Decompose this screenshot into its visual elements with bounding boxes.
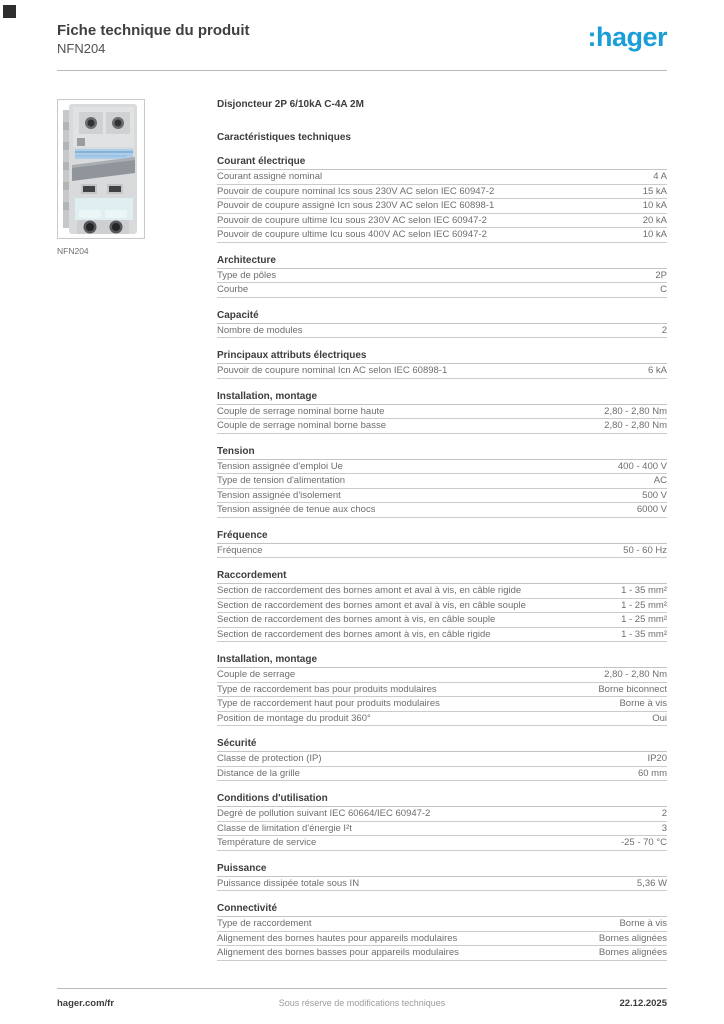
spec-group <box>217 530 667 559</box>
spec-label: Type de pôles <box>217 269 277 281</box>
spec-group-title: Conditions d'utilisation <box>217 793 667 807</box>
spec-value: 6000 V <box>636 504 667 516</box>
spec-value: Bornes alignées <box>598 932 667 944</box>
spec-row <box>217 228 667 243</box>
footer-content <box>57 998 667 1009</box>
product-image-caption: NFN204 <box>57 246 89 256</box>
spec-value: 1 - 25 mm² <box>621 614 667 626</box>
spec-label: Degré de pollution suivant IEC 60664/IEC 60947-2 <box>217 808 431 820</box>
spec-value: AC <box>653 475 667 487</box>
spec-label: Nombre de modules <box>217 324 303 336</box>
spec-row <box>217 697 667 712</box>
spec-group <box>217 863 667 892</box>
spec-row <box>217 214 667 229</box>
spec-group <box>217 738 667 781</box>
spec-value: 10 kA <box>642 229 667 241</box>
spec-value: -25 - 70 °C <box>620 837 667 849</box>
spec-row <box>217 269 667 284</box>
spec-label: Alignement des bornes hautes pour appareils modulaires <box>217 932 458 944</box>
spec-row <box>217 474 667 489</box>
spec-value: 1 - 25 mm² <box>621 599 667 611</box>
spec-row <box>217 946 667 961</box>
spec-row <box>217 544 667 559</box>
spec-row <box>217 917 667 932</box>
spec-group-title: Raccordement <box>217 570 667 584</box>
spec-value: Oui <box>652 712 667 724</box>
spec-label: Couple de serrage nominal borne haute <box>217 405 385 417</box>
spec-group <box>217 310 667 339</box>
spec-value: 6 kA <box>647 365 667 377</box>
spec-group-title: Capacité <box>217 310 667 324</box>
spec-value: Borne à vis <box>619 918 667 930</box>
spec-row <box>217 584 667 599</box>
spec-row <box>217 460 667 475</box>
spec-value: 2P <box>655 269 667 281</box>
spec-value: 3 <box>661 822 667 834</box>
product-reference: NFN204 <box>57 41 106 56</box>
spec-value: 20 kA <box>642 214 667 226</box>
spec-group-title: Principaux attributs électriques <box>217 350 667 364</box>
spec-label: Section de raccordement des bornes amont et aval à vis, en câble souple <box>217 599 526 611</box>
product-image-frame <box>57 99 145 239</box>
spec-value: IP20 <box>647 753 667 765</box>
spec-group <box>217 903 667 961</box>
spec-group <box>217 654 667 726</box>
spec-group-title: Sécurité <box>217 738 667 752</box>
content-area <box>0 99 724 961</box>
spec-label: Tension assignée d'isolement <box>217 489 341 501</box>
spec-label: Type de tension d'alimentation <box>217 475 346 487</box>
spec-row <box>217 822 667 837</box>
spec-value: 500 V <box>642 489 667 501</box>
footer-disclaimer: Sous réserve de modifications techniques <box>278 998 446 1008</box>
specifications-column <box>217 99 667 961</box>
spec-value: 2,80 - 2,80 Nm <box>604 420 667 432</box>
spec-value: 1 - 35 mm² <box>621 585 667 597</box>
spec-row <box>217 599 667 614</box>
spec-label: Alignement des bornes basses pour appareils modulaires <box>217 947 459 959</box>
document-title: Fiche technique du produit <box>57 22 250 39</box>
spec-group-title: Puissance <box>217 863 667 877</box>
footer-website-link[interactable]: hager.com/fr <box>57 998 115 1009</box>
spec-value: 2 <box>661 808 667 820</box>
spec-row <box>217 932 667 947</box>
spec-row <box>217 489 667 504</box>
spec-label: Type de raccordement bas pour produits modulaires <box>217 683 437 695</box>
spec-label: Section de raccordement des bornes amont à vis, en câble rigide <box>217 628 491 640</box>
section-title-characteristics: Caractéristiques techniques <box>217 132 351 143</box>
spec-label: Couple de serrage <box>217 669 296 681</box>
spec-group-title: Tension <box>217 446 667 460</box>
document-header <box>0 0 724 57</box>
spec-row <box>217 170 667 185</box>
spec-value: 10 kA <box>642 200 667 212</box>
spec-value: 2,80 - 2,80 Nm <box>604 669 667 681</box>
spec-label: Type de raccordement haut pour produits modulaires <box>217 698 440 710</box>
spec-value: 50 - 60 Hz <box>623 544 667 556</box>
spec-row <box>217 185 667 200</box>
spec-row <box>217 324 667 339</box>
spec-label: Couple de serrage nominal borne basse <box>217 420 386 432</box>
circuit-breaker-image <box>59 102 143 236</box>
hager-logo: :hager <box>587 22 667 52</box>
spec-label: Distance de la grille <box>217 767 300 779</box>
spec-row <box>217 199 667 214</box>
spec-row <box>217 668 667 683</box>
spec-row <box>217 613 667 628</box>
spec-group-title: Installation, montage <box>217 654 667 668</box>
spec-group <box>217 570 667 642</box>
spec-group <box>217 255 667 298</box>
spec-group <box>217 350 667 379</box>
spec-value: 15 kA <box>642 185 667 197</box>
spec-group <box>217 793 667 851</box>
spec-row <box>217 807 667 822</box>
spec-row <box>217 752 667 767</box>
spec-value: 4 A <box>653 171 667 183</box>
spec-group <box>217 156 667 243</box>
spec-label: Section de raccordement des bornes amont et aval à vis, en câble rigide <box>217 585 522 597</box>
spec-label: Tension assignée de tenue aux chocs <box>217 504 376 516</box>
spec-label: Courant assigné nominal <box>217 171 323 183</box>
spec-row <box>217 419 667 434</box>
spec-group-title: Architecture <box>217 255 667 269</box>
spec-label: Puissance dissipée totale sous IN <box>217 877 360 889</box>
spec-label: Type de raccordement <box>217 918 312 930</box>
footer-date: 22.12.2025 <box>619 998 667 1009</box>
header-divider <box>57 70 667 71</box>
spec-label: Classe de protection (IP) <box>217 753 322 765</box>
spec-value: C <box>660 284 667 296</box>
spec-row <box>217 283 667 298</box>
spec-label: Tension assignée d'emploi Ue <box>217 460 343 472</box>
spec-group <box>217 446 667 518</box>
spec-value: 60 mm <box>637 767 667 779</box>
spec-row <box>217 877 667 892</box>
spec-value: Borne à vis <box>619 698 667 710</box>
spec-value: Borne biconnect <box>598 683 667 695</box>
spec-value: 1 - 35 mm² <box>621 628 667 640</box>
spec-label: Pouvoir de coupure assigné Icn sous 230V AC selon IEC 60898-1 <box>217 200 495 212</box>
spec-row <box>217 628 667 643</box>
document-footer <box>57 988 667 1009</box>
spec-row <box>217 767 667 782</box>
spec-row <box>217 712 667 727</box>
spec-groups <box>217 156 667 961</box>
spec-value: 400 - 400 V <box>617 460 667 472</box>
product-title: Disjoncteur 2P 6/10kA C-4A 2M <box>217 99 364 110</box>
spec-label: Classe de limitation d'énergie I²t <box>217 822 352 834</box>
spec-group-title: Fréquence <box>217 530 667 544</box>
spec-label: Pouvoir de coupure nominal Ics sous 230V AC selon IEC 60947-2 <box>217 185 495 197</box>
spec-label: Température de service <box>217 837 317 849</box>
spec-value: 2 <box>661 324 667 336</box>
spec-label: Pouvoir de coupure ultime Icu sous 400V AC selon IEC 60947-2 <box>217 229 487 241</box>
spec-group-title: Connectivité <box>217 903 667 917</box>
spec-label: Section de raccordement des bornes amont à vis, en câble souple <box>217 614 496 626</box>
spec-row <box>217 683 667 698</box>
spec-value: 2,80 - 2,80 Nm <box>604 405 667 417</box>
spec-group-title: Installation, montage <box>217 391 667 405</box>
spec-label: Fréquence <box>217 544 263 556</box>
product-image-column <box>57 99 217 961</box>
spec-group-title: Courant électrique <box>217 156 667 170</box>
spec-row <box>217 405 667 420</box>
spec-group <box>217 391 667 434</box>
spec-value: 5,36 W <box>636 877 667 889</box>
spec-label: Pouvoir de coupure ultime Icu sous 230V AC selon IEC 60947-2 <box>217 214 487 226</box>
spec-value: Bornes alignées <box>598 947 667 959</box>
spec-label: Position de montage du produit 360° <box>217 712 371 724</box>
spec-row <box>217 836 667 851</box>
spec-row <box>217 503 667 518</box>
spec-row <box>217 364 667 379</box>
spec-label: Courbe <box>217 284 249 296</box>
spec-label: Pouvoir de coupure nominal Icn AC selon IEC 60898-1 <box>217 365 448 377</box>
